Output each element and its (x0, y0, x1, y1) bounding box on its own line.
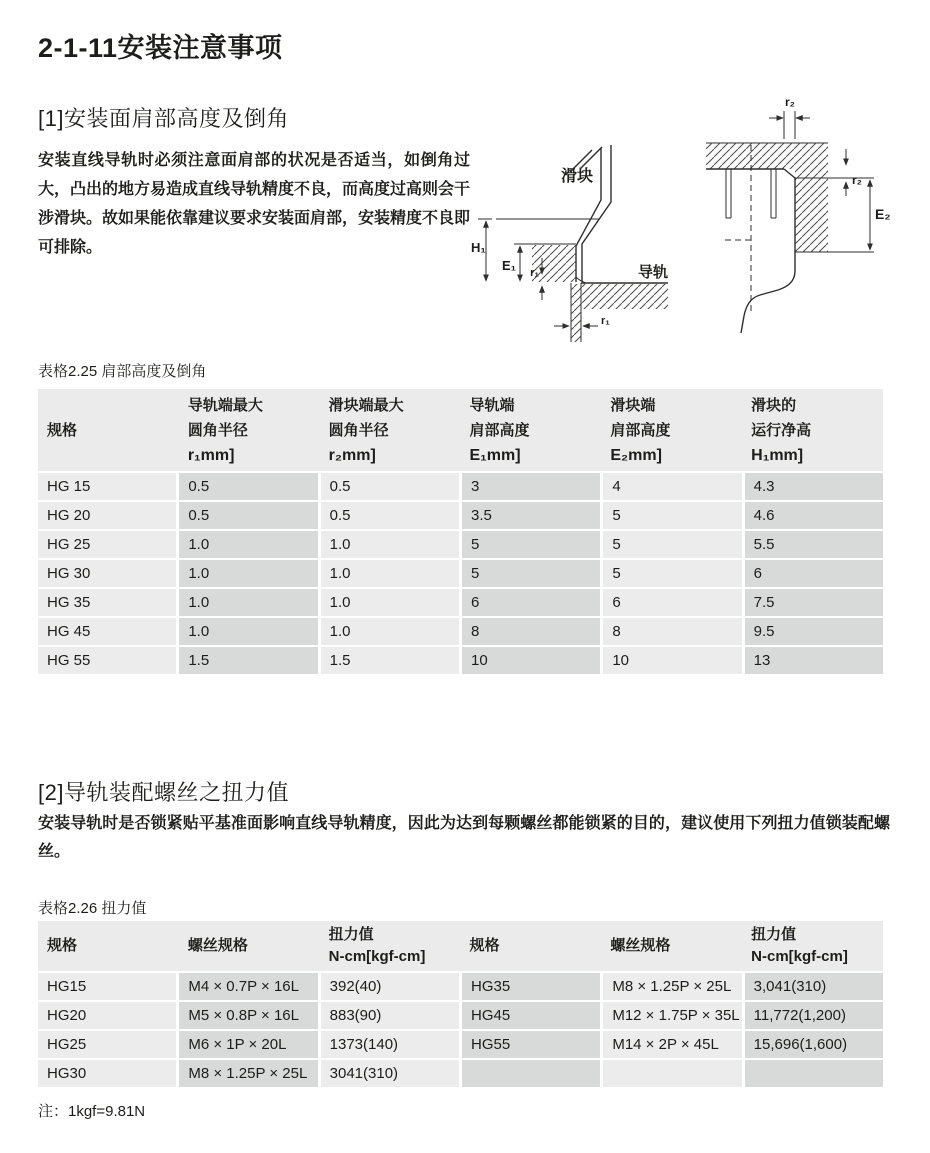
table1-header-cell: 导轨端最大 圆角半径 r₁mm] (187, 396, 263, 464)
table-cell: 6 (603, 589, 741, 616)
table-cell: 3 (462, 473, 600, 500)
table-cell: 0.5 (321, 473, 459, 500)
table-cell: HG35 (462, 973, 600, 1000)
table-cell: 6 (745, 560, 883, 587)
table-cell: 1.5 (321, 647, 459, 674)
rail-label: 导轨 (637, 264, 669, 281)
table-cell: 0.5 (179, 502, 317, 529)
table1-header-cell: 滑块端 肩部高度 E₂mm] (610, 396, 671, 464)
table1-header-cell: 滑块端最大 圆角半径 r₂mm] (328, 396, 404, 464)
shoulder-diagram-right (698, 85, 898, 350)
extension-line (784, 111, 795, 139)
table2-header-cell: 规格 (469, 937, 500, 954)
footnote: 注：1kgf=9.81N (38, 1103, 146, 1120)
table-cell (462, 1060, 600, 1087)
e1-label: E₁ (502, 258, 517, 273)
table-cell: 5 (462, 560, 600, 587)
table-cell: 3.5 (462, 502, 600, 529)
table-cell: 10 (603, 647, 741, 674)
table-cell: 0.5 (321, 502, 459, 529)
table-cell: 6 (462, 589, 600, 616)
table-cell: HG 35 (38, 589, 176, 616)
table-cell: 1.0 (321, 589, 459, 616)
table-cell: 11,772(1,200) (745, 1002, 883, 1029)
table-cell: HG30 (38, 1060, 176, 1087)
table-cell: 392(40) (321, 973, 459, 1000)
table-cell (745, 1060, 883, 1087)
rail-edge-hatch (571, 309, 581, 342)
section1-heading: [1]安装面肩部高度及倒角 (38, 106, 289, 131)
table1-caption: 表格2.25 肩部高度及倒角 (38, 363, 207, 380)
table-cell: 5.5 (745, 531, 883, 558)
table-cell: 1.0 (179, 618, 317, 645)
r2-side-label: r₂ (852, 173, 863, 187)
table-cell: M5 × 0.8P × 16L (179, 1002, 317, 1029)
page-title: 2-1-11安装注意事项 (38, 33, 283, 63)
r1-bottom-label: r₁ (601, 315, 610, 327)
table-cell: 1.0 (321, 531, 459, 558)
table-cell: 15,696(1,600) (745, 1031, 883, 1058)
table2-header-cell: 扭力值 N-cm[kgf-cm] (328, 926, 426, 965)
table-cell: M14 × 2P × 45L (603, 1031, 741, 1058)
table-cell: 8 (462, 618, 600, 645)
table1-body (38, 473, 883, 674)
table-cell: M12 × 1.75P × 35L (603, 1002, 741, 1029)
e2-label: E₂ (875, 206, 891, 222)
table1-header-cell: 规格 (47, 421, 78, 439)
table-cell: HG15 (38, 973, 176, 1000)
table-cell: 3041(310) (321, 1060, 459, 1087)
fillet-r1 (576, 277, 586, 283)
table-cell: 5 (603, 560, 741, 587)
table-cell: 1.5 (179, 647, 317, 674)
table-cell: M6 × 1P × 20L (179, 1031, 317, 1058)
table1-header-row (38, 389, 883, 471)
table2-header-cell: 螺丝规格 (610, 937, 671, 954)
table-cell: 1.0 (321, 560, 459, 587)
rail-base-hatch (571, 284, 668, 309)
table-cell: 1.0 (179, 560, 317, 587)
table-cell: 1.0 (179, 589, 317, 616)
ceiling-hatch (795, 169, 828, 178)
slider-profile-outer (582, 145, 611, 282)
table-cell: 4.6 (745, 502, 883, 529)
table-cell: 1.0 (321, 618, 459, 645)
table1-header-cell: 导轨端 肩部高度 E₁mm] (469, 396, 530, 464)
table2-header-cell: 规格 (47, 937, 78, 954)
table-cell: M8 × 1.25P × 25L (179, 1060, 317, 1087)
table-cell: HG20 (38, 1002, 176, 1029)
r1-side-label: r₁ (530, 267, 539, 279)
h1-label: H₁ (471, 240, 486, 255)
table-cell: HG45 (462, 1002, 600, 1029)
table-cell: 8 (603, 618, 741, 645)
table2-header-cell: 扭力值 N-cm[kgf-cm] (751, 926, 848, 965)
table2-body (38, 973, 883, 1087)
section1-paragraph: 安装直线导轨时必须注意面肩部的状况是否适当，如倒角过大，凸出的地方易造成直线导轨精度不良，而高度过高则会干涉滑块。故如果能依靠建议要求安装面肩部，安装精度不良即可排除。 (38, 152, 471, 256)
table2-caption: 表格2.26 扭力值 (38, 900, 147, 917)
table-cell: HG55 (462, 1031, 600, 1058)
section2-heading: [2]导轨装配螺丝之扭力值 (38, 780, 289, 805)
table1-header-cell: 滑块的 运行净高 H₁mm] (751, 396, 812, 464)
slider-label: 滑块 (560, 168, 594, 185)
table-cell: 4 (603, 473, 741, 500)
table-cell: 1373(140) (321, 1031, 459, 1058)
table-cell: HG 15 (38, 473, 176, 500)
table-cell: 5 (462, 531, 600, 558)
table-cell: M8 × 1.25P × 25L (603, 973, 741, 1000)
ceiling-hatch (706, 143, 828, 169)
table-cell: 5 (603, 531, 741, 558)
table-cell: 3,041(310) (745, 973, 883, 1000)
table-torque-values (38, 921, 883, 1087)
table2-header-row (38, 921, 883, 971)
table-cell: 0.5 (179, 473, 317, 500)
r2-top-label: r₂ (784, 95, 796, 109)
table-cell: 883(90) (321, 1002, 459, 1029)
table-cell: HG 30 (38, 560, 176, 587)
table-cell: HG 45 (38, 618, 176, 645)
table-cell: 4.3 (745, 473, 883, 500)
table-cell: 13 (745, 647, 883, 674)
table-cell: HG 20 (38, 502, 176, 529)
table-cell: HG25 (38, 1031, 176, 1058)
slider-profile (741, 178, 795, 333)
table-cell: 10 (462, 647, 600, 674)
table-cell: 5 (603, 502, 741, 529)
table-cell: HG 55 (38, 647, 176, 674)
chamfer-r2 (784, 169, 795, 178)
table-cell: HG 25 (38, 531, 176, 558)
section2-paragraph: 安装导轨时是否锁紧贴平基准面影响直线导轨精度，因此为达到每颗螺丝都能锁紧的目的，建议使用下列扭力值锁装配螺丝。 (38, 815, 890, 860)
table-cell: 7.5 (745, 589, 883, 616)
table-shoulder-height (38, 389, 883, 674)
shoulder-hatch (795, 178, 828, 252)
table-cell (603, 1060, 741, 1087)
table-cell: 1.0 (179, 531, 317, 558)
table2-header-cell: 螺丝规格 (187, 937, 248, 954)
table-cell: 9.5 (745, 618, 883, 645)
table-cell: M4 × 0.7P × 16L (179, 973, 317, 1000)
shoulder-diagram-left (470, 95, 680, 345)
